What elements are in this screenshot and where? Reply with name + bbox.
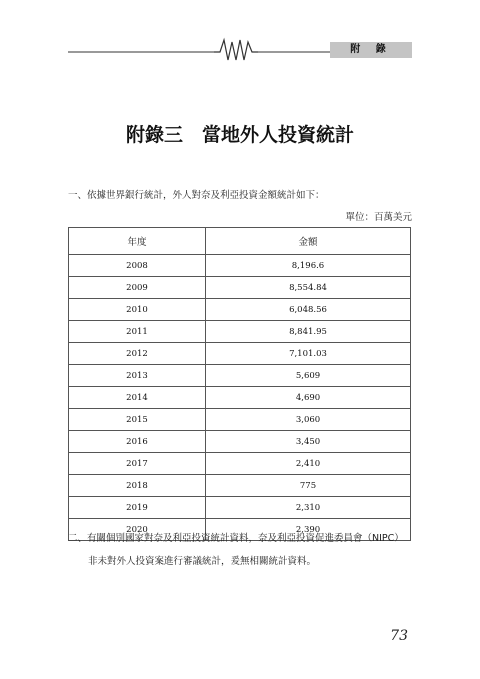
- year-cell: 2013: [69, 365, 206, 387]
- table-row: [69, 255, 411, 277]
- table-row: [69, 321, 411, 343]
- column-header-amount: 金額: [206, 228, 411, 255]
- amount-cell: 775: [206, 475, 411, 497]
- amount-cell: 3,060: [206, 409, 411, 431]
- year-cell: 2010: [69, 299, 206, 321]
- amount-cell: 8,196.6: [206, 255, 411, 277]
- year-cell: 2020: [69, 519, 206, 541]
- investment-table: [68, 227, 411, 541]
- year-cell: 2019: [69, 497, 206, 519]
- year-cell: 2015: [69, 409, 206, 431]
- amount-cell: 3,450: [206, 431, 411, 453]
- page-title: 附錄三 當地外人投資統計: [125, 124, 354, 146]
- amount-cell: 6,048.56: [206, 299, 411, 321]
- table-row: [69, 497, 411, 519]
- year-cell: 2014: [69, 387, 206, 409]
- amount-cell: 5,609: [206, 365, 411, 387]
- page-number: 73: [390, 628, 408, 644]
- year-cell: 2008: [69, 255, 206, 277]
- amount-cell: 2,410: [206, 453, 411, 475]
- amount-cell: 8,554.84: [206, 277, 411, 299]
- year-cell: 2018: [69, 475, 206, 497]
- year-cell: 2009: [69, 277, 206, 299]
- table-row: [69, 409, 411, 431]
- table-header-row: [69, 228, 411, 255]
- header-heartbeat-line: [0, 0, 480, 70]
- column-header-year: 年度: [69, 228, 206, 255]
- table-row: [69, 277, 411, 299]
- table-row: [69, 431, 411, 453]
- year-cell: 2016: [69, 431, 206, 453]
- intro-text: 一、依據世界銀行統計，外人對奈及利亞投資金額統計如下：: [68, 190, 325, 201]
- table-row: [69, 387, 411, 409]
- table-row: [69, 343, 411, 365]
- table-row: [69, 365, 411, 387]
- page-header: [0, 0, 480, 70]
- year-cell: 2011: [69, 321, 206, 343]
- note-line-1: 二、有關個別國家對奈及利亞投資統計資料，奈及利亞投資促進委員會（NIPC）: [68, 533, 404, 544]
- amount-cell: 7,101.03: [206, 343, 411, 365]
- table-row: [69, 475, 411, 497]
- year-cell: 2017: [69, 453, 206, 475]
- amount-cell: 2,310: [206, 497, 411, 519]
- amount-cell: 8,841.95: [206, 321, 411, 343]
- year-cell: 2012: [69, 343, 206, 365]
- unit-label: 單位：百萬美元: [345, 212, 412, 223]
- amount-cell: 2,390: [206, 519, 411, 541]
- section-label: 附 錄: [350, 44, 392, 55]
- table-row: [69, 453, 411, 475]
- table-row: [69, 299, 411, 321]
- note-line-2: 非未對外人投資案進行審議統計，爰無相關統計資料。: [88, 556, 317, 567]
- amount-cell: 4,690: [206, 387, 411, 409]
